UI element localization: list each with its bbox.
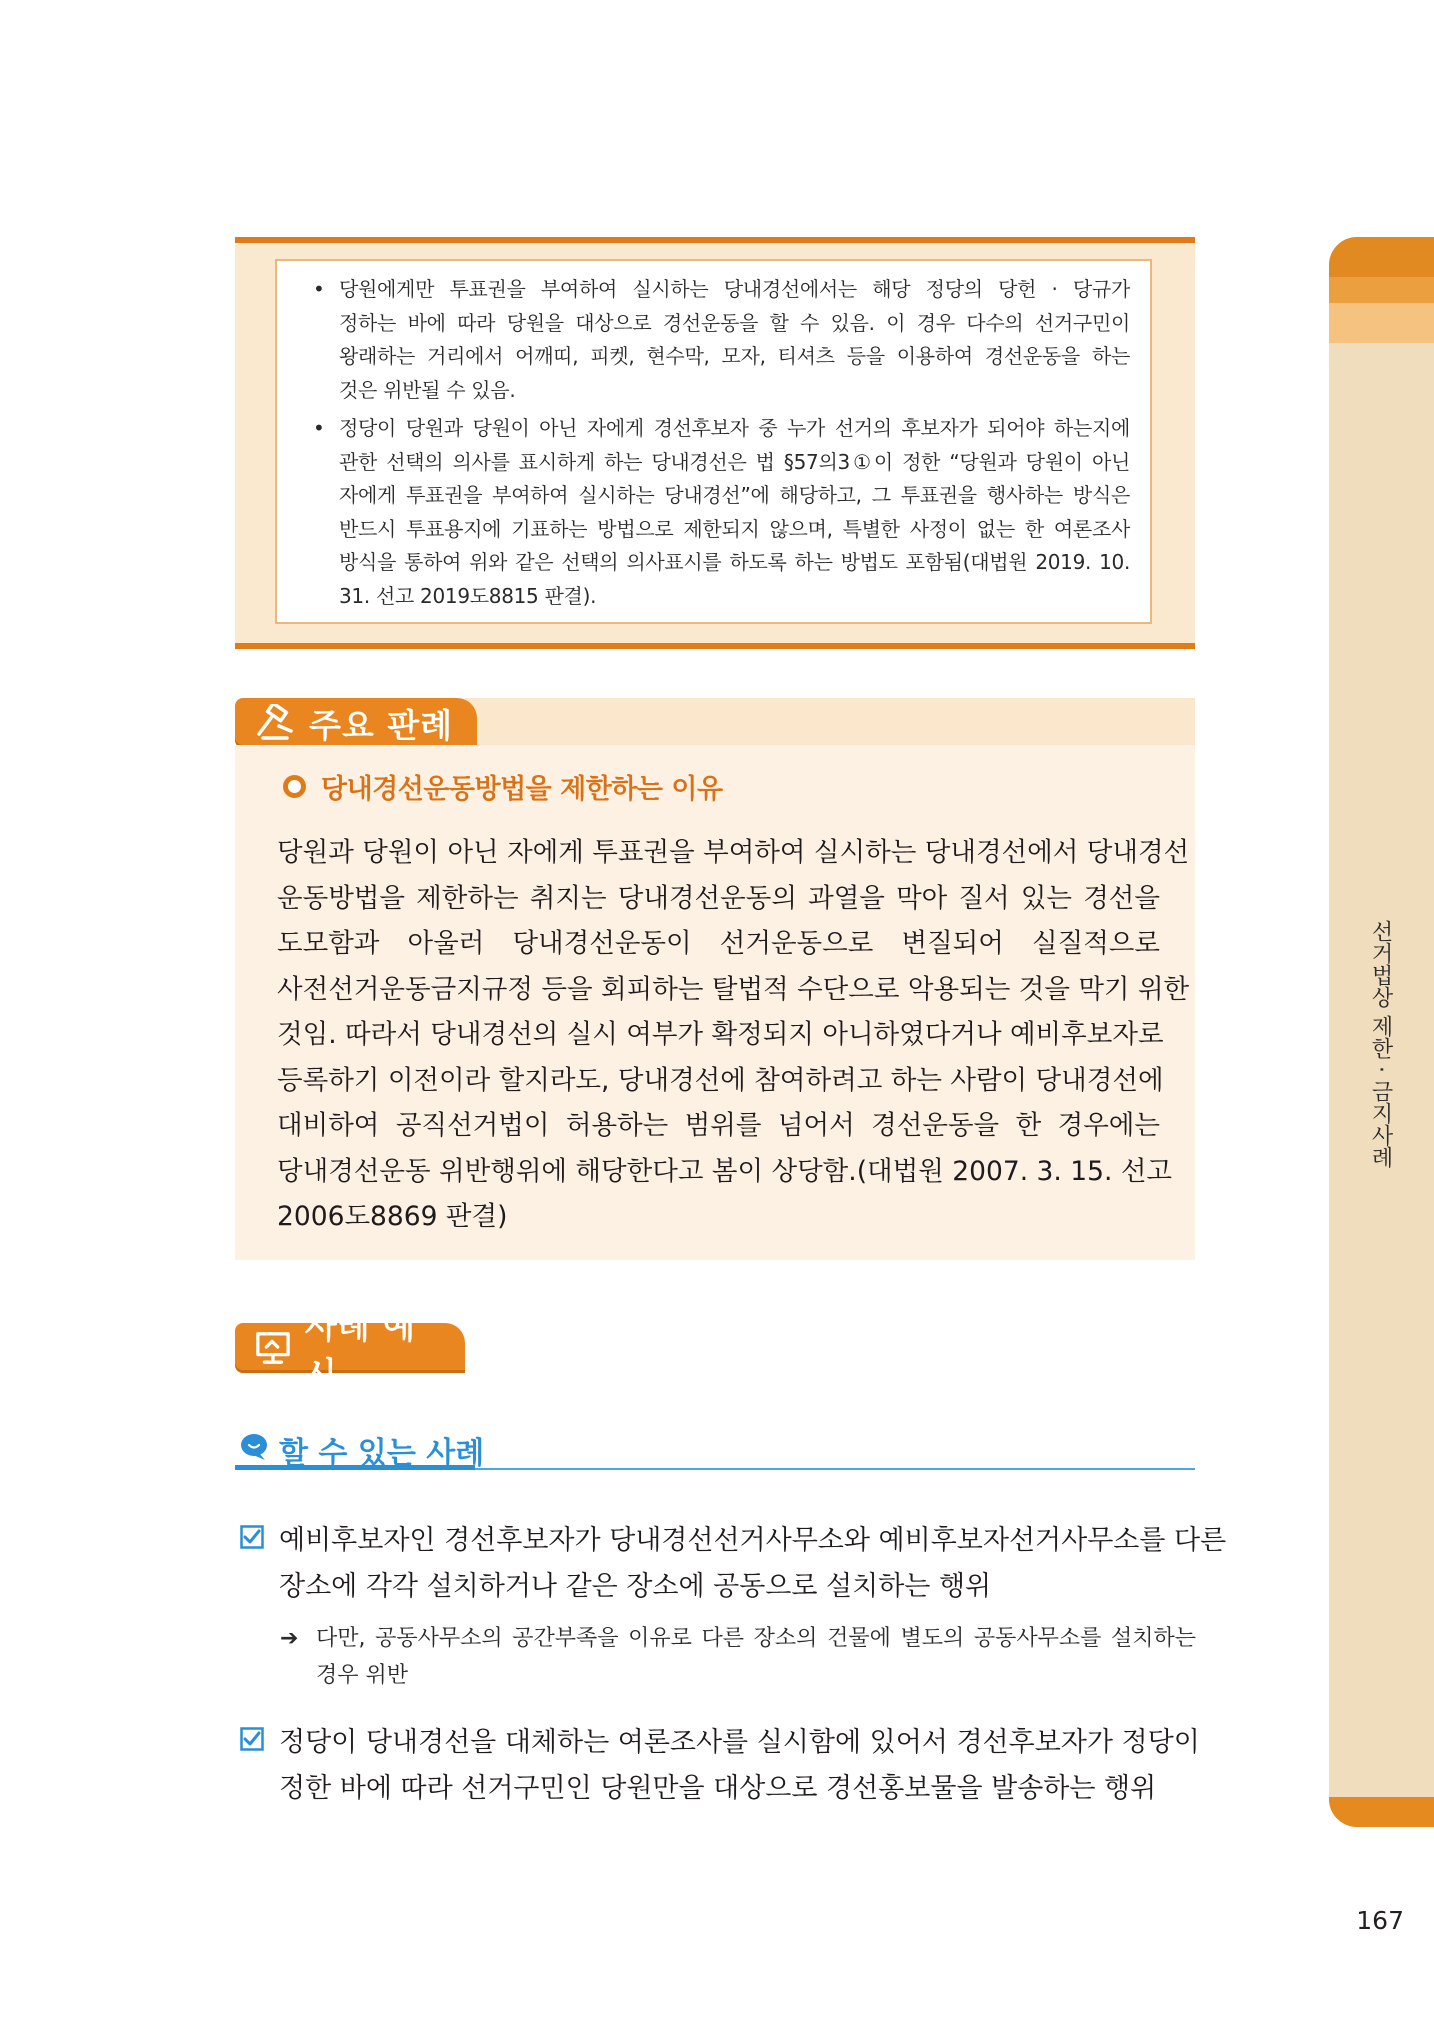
side-tab-band: [1329, 277, 1434, 303]
example-line: 예비후보자인 경선후보자가 당내경선선거사무소와 예비후보자선거사무소를 다른: [279, 1525, 1227, 1556]
note-line: 것은 위반될 수 있음.: [339, 377, 516, 402]
gavel-icon: [255, 704, 297, 742]
note-bottom-rule: [235, 643, 1195, 649]
example-line: 정당이 당내경선을 대체하는 여론조사를 실시함에 있어서 경선후보자가 정당이: [279, 1727, 1200, 1758]
case-line: 당원과 당원이 아닌 자에게 투표권을 부여하여 실시하는 당내경선에서 당내경선: [277, 837, 1190, 868]
note-line: 반드시 투표용지에 기표하는 방법으로 제한되지 않으며, 특별한 사정이 없는 한 여론조사: [339, 516, 1130, 541]
arrow-right-icon: ➔: [280, 1626, 299, 1651]
examples-tab-bar: [235, 1307, 465, 1393]
examples-tab: [235, 1307, 465, 1393]
case-line: 운동방법을 제한하는 취지는 당내경선운동의 과열을 막아 질서 있는 경선을: [277, 882, 1160, 914]
example-text: [279, 1720, 1200, 1812]
ring-bullet-icon: [283, 775, 306, 798]
case-heading: [283, 767, 723, 806]
allowed-heading-text: 할 수 있는 사례: [279, 1436, 485, 1471]
example-line: 정한 바에 따라 선거구민인 당원만을 대상으로 경선홍보물을 발송하는 행위: [279, 1773, 1157, 1804]
example-text: [279, 1518, 1227, 1610]
note-item: [313, 412, 1130, 613]
case-tab: [235, 698, 477, 748]
case-line: 당내경선운동 위반행위에 해당한다고 봄이 상당함.(대법원 2007. 3. 15. 선고: [277, 1155, 1173, 1187]
case-line: 등록하기 이전이라 할지라도, 당내경선에 참여하려고 하는 사람이 당내경선에: [277, 1064, 1164, 1096]
note-line: 정당이 당원과 당원이 아닌 자에게 경선후보자 중 누가 선거의 후보자가 되어야 하는지에: [339, 416, 1130, 440]
case-line: 2006도8869 판결): [277, 1201, 508, 1232]
chapter-label: 선거법상 제한 · 금지사례: [1368, 920, 1393, 1168]
case-line: 것임. 따라서 당내경선의 실시 여부가 확정되지 아니하였다거나 예비후보자로: [277, 1019, 1164, 1050]
case-body: [277, 830, 1190, 1240]
example-note-line: 다만, 공동사무소의 공간부족을 이유로 다른 장소의 건물에 별도의 공동사무소를 설치하는: [316, 1626, 1196, 1651]
checkbox-icon: [240, 1727, 264, 1751]
note-line: 자에게 투표권을 부여하여 실시하는 당내경선”에 해당하고, 그 투표권을 행사하는 방식은: [339, 483, 1130, 507]
note-box: [275, 259, 1152, 624]
bullet: •: [313, 277, 325, 301]
case-line: 대비하여 공직선거법이 허용하는 범위를 넘어서 경선운동을 한 경우에는: [277, 1110, 1160, 1141]
case-tab-label: 주요 판례: [309, 705, 454, 745]
side-tab-cap: [1329, 237, 1434, 277]
tab-fill: [465, 698, 1195, 748]
note-line: 당원에게만 투표권을 부여하여 실시하는 당내경선에서는 해당 정당의 당헌 · 당규가: [339, 277, 1130, 301]
page-number: 167: [1356, 1906, 1404, 1935]
case-line: 도모함과 아울러 당내경선운동이 선거운동으로 변질되어 실질적으로: [277, 928, 1160, 959]
allowed-heading: [235, 1428, 1195, 1471]
example-note: [280, 1620, 1196, 1694]
note-line: 관한 선택의 의사를 표시하게 하는 당내경선은 법 §57의3①이 정한 “당원과 당원이 아닌: [339, 449, 1130, 474]
monitor-icon: [255, 1329, 293, 1367]
examples-tab-label: 사례 예시: [304, 1307, 416, 1393]
side-tab-band: [1329, 303, 1434, 343]
case-heading-text: 당내경선운동방법을 제한하는 이유: [321, 774, 723, 805]
case-line: 사전선거운동금지규정 등을 회피하는 탈법적 수단으로 악용되는 것을 막기 위한: [277, 973, 1190, 1005]
note-item: [313, 273, 1130, 407]
speech-bubble-icon: [239, 1433, 269, 1461]
checkbox-icon: [240, 1525, 264, 1549]
bullet: •: [313, 416, 325, 440]
side-tab-bottom-cap: [1329, 1797, 1434, 1827]
note-line: 왕래하는 거리에서 어깨띠, 피켓, 현수막, 모자, 티셔츠 등을 이용하여 경선운동을 하는: [339, 344, 1130, 368]
note-line: 31. 선고 2019도8815 판결).: [339, 583, 597, 608]
case-tab-bar: [235, 698, 1195, 748]
example-line: 장소에 각각 설치하거나 같은 장소에 공동으로 설치하는 행위: [279, 1571, 992, 1602]
note-line: 방식을 통하여 위와 같은 선택의 의사표시를 하도록 하는 방법도 포함됨(대법원 2019. 10.: [339, 550, 1130, 574]
case-box: [235, 745, 1195, 1260]
note-line: 정하는 바에 따라 당원을 대상으로 경선운동을 할 수 있음. 이 경우 다수의 선거구민이: [339, 310, 1130, 335]
example-note-line: 경우 위반: [316, 1663, 409, 1688]
